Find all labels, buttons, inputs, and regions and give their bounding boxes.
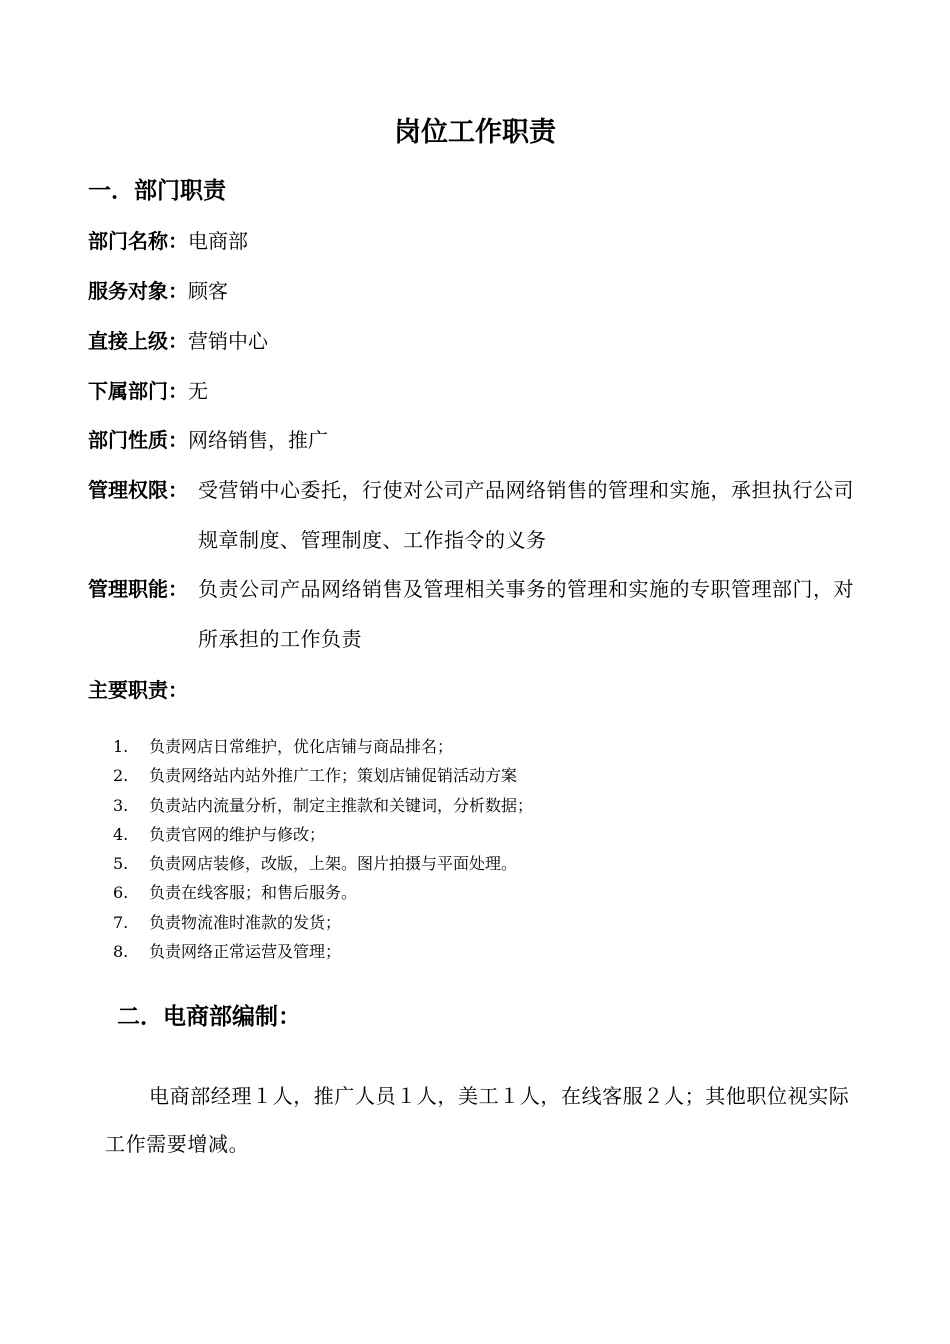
list-number: 1.: [113, 737, 129, 756]
list-number: 2.: [113, 766, 129, 786]
list-item: [113, 908, 533, 937]
list-item: [113, 761, 533, 790]
field-subordinate-department: [88, 376, 208, 406]
list-text: 负责网络站内站外推广工作；策划店铺促销活动方案: [149, 766, 518, 786]
list-text: 负责官网的维护与修改；: [149, 824, 326, 844]
field-value: 营销中心: [188, 329, 268, 353]
list-item: [113, 732, 533, 761]
list-number: 3.: [113, 795, 129, 815]
field-label: 直接上级：: [88, 329, 188, 353]
field-label: 部门名称：: [88, 229, 188, 253]
list-text: 负责物流准时准款的发货；: [149, 912, 342, 932]
duties-list: [113, 732, 533, 966]
list-text: 负责网络正常运营及管理；: [149, 942, 342, 962]
field-value: 顾客: [188, 279, 228, 303]
field-value: 负责公司产品网络销售及管理相关事务的管理和实施的专职管理部门，对所承担的工作负责: [198, 577, 854, 651]
field-management-authority: [88, 465, 858, 565]
list-item: [113, 878, 533, 907]
list-item: [113, 937, 533, 966]
section-1-heading: 一．部门职责: [88, 178, 226, 204]
field-label: 服务对象：: [88, 279, 188, 303]
field-department-name: [88, 226, 248, 256]
list-number: 5.: [113, 854, 129, 874]
list-number: 4.: [113, 824, 129, 844]
list-text: 负责在线客服；和售后服务。: [149, 883, 358, 903]
duties-label: 主要职责：: [88, 678, 188, 702]
document-title: 岗位工作职责: [394, 117, 556, 148]
field-direct-superior: [88, 326, 268, 356]
list-number: 7.: [113, 912, 129, 932]
field-service-target: [88, 276, 228, 306]
list-text: 负责网店装修，改版，上架。图片拍摄与平面处理。: [149, 854, 518, 874]
list-item: [113, 791, 533, 820]
staffing-paragraph: 电商部经理１人，推广人员１人，美工１人，在线客服２人；其他职位视实际工作需要增减。: [105, 1084, 850, 1156]
field-label: 管理职能：: [88, 577, 188, 601]
field-department-nature: [88, 425, 328, 455]
field-label: 下属部门：: [88, 379, 188, 403]
list-text: 负责网店日常维护，优化店铺与商品排名；: [149, 737, 454, 756]
field-label: 部门性质：: [88, 428, 188, 452]
field-value: 受营销中心委托，行使对公司产品网络销售的管理和实施，承担执行公司规章制度、管理制度、工作指令的义务: [198, 478, 854, 552]
list-number: 6.: [113, 883, 129, 903]
field-value: 无: [188, 379, 208, 403]
field-management-function: [88, 564, 858, 664]
list-item: [113, 820, 533, 849]
field-label: 管理权限：: [88, 478, 188, 502]
list-item: [113, 849, 533, 878]
field-value: 电商部: [188, 229, 248, 253]
list-number: 8.: [113, 942, 129, 962]
field-value: 网络销售，推广: [188, 428, 328, 452]
list-text: 负责站内流量分析，制定主推款和关键词，分析数据；: [149, 795, 534, 815]
section-2-heading: 二．电商部编制：: [117, 1004, 301, 1030]
